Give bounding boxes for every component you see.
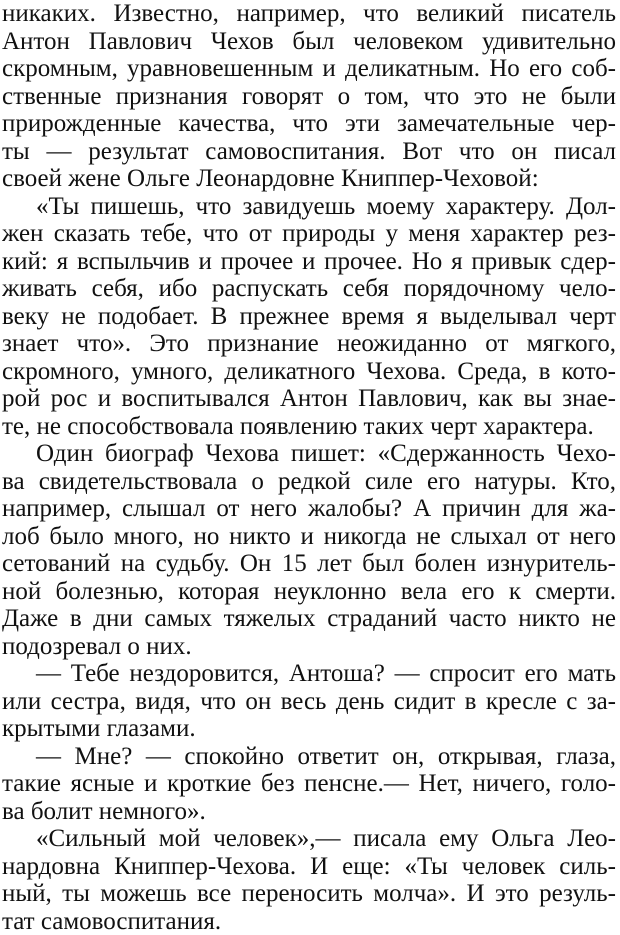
text-line: — Тебе нездоровится, Антоша? — спросит его мать [2, 660, 616, 688]
text-line: знает что». Это признание неожиданно от мягкого, [2, 330, 616, 358]
text-line: ты — результат самовоспитания. Вот что он писал [2, 138, 616, 166]
text-line: своей жене Ольге Леонардовне Книппер-Чеховой: [2, 165, 616, 193]
text-line: те, не способствовала появлению таких черт характера. [2, 413, 616, 441]
text-line: скромного, умного, деликатного Чехова. Среда, в кото- [2, 358, 616, 386]
text-line: — Мне? — спокойно ответит он, открывая, глаза, [2, 743, 616, 771]
text-line: кий: я вспыльчив и прочее и прочее. Но я привык сдер- [2, 248, 616, 276]
text-line: ственные признания говорят о том, что это не были [2, 83, 616, 111]
paragraph [2, 660, 616, 743]
text-line: нардовна Книппер-Чехова. И еще: «Ты человек силь- [2, 853, 616, 881]
text-line: ва свидетельствовала о редкой силе его натуры. Кто, [2, 468, 616, 496]
paragraph [2, 825, 616, 935]
text-line: например, слышал от него жалобы? А причин для жа- [2, 495, 616, 523]
text-line: Один биограф Чехова пишет: «Сдержанность Чехо- [2, 440, 616, 468]
text-line: ный, ты можешь все переносить молча». И это резуль- [2, 880, 616, 908]
text-line: веку не подобает. В прежнее время я выделывал черт [2, 303, 616, 331]
text-line: такие ясные и кроткие без пенсне.— Нет, ничего, голо- [2, 770, 616, 798]
paragraph [2, 440, 616, 660]
text-line: «Ты пишешь, что завидуешь моему характеру. Дол- [2, 193, 616, 221]
text-line: живать себя, ибо распускать себя порядочному чело- [2, 275, 616, 303]
paragraph [2, 743, 616, 826]
text-line: прирожденные качества, что эти замечательные чер- [2, 110, 616, 138]
text-line: «Сильный мой человек»,— писала ему Ольга Лео- [2, 825, 616, 853]
paragraph [2, 193, 616, 441]
text-line: Антон Павлович Чехов был человеком удивительно [2, 28, 616, 56]
text-line: Даже в дни самых тяжелых страданий часто никто не [2, 605, 616, 633]
text-line: ной болезнью, которая неуклонно вела его к смерти. [2, 578, 616, 606]
text-line: сетований на судьбу. Он 15 лет был болен изнуритель- [2, 550, 616, 578]
text-line: или сестра, видя, что он весь день сидит в кресле с за- [2, 688, 616, 716]
paragraph [2, 0, 616, 193]
text-line: скромным, уравновешенным и деликатным. Но его соб- [2, 55, 616, 83]
text-line: подозревал о них. [2, 633, 616, 661]
text-line: жен сказать тебе, что от природы у меня характер рез- [2, 220, 616, 248]
text-line: тат самовоспитания. [2, 908, 616, 935]
text-line: крытыми глазами. [2, 715, 616, 743]
text-line: лоб было много, но никто и никогда не слыхал от него [2, 523, 616, 551]
text-line: рой рос и воспитывался Антон Павлович, как вы знае- [2, 385, 616, 413]
text-line: ва болит немного». [2, 798, 616, 826]
text-line: никаких. Известно, например, что великий писатель [2, 0, 616, 28]
